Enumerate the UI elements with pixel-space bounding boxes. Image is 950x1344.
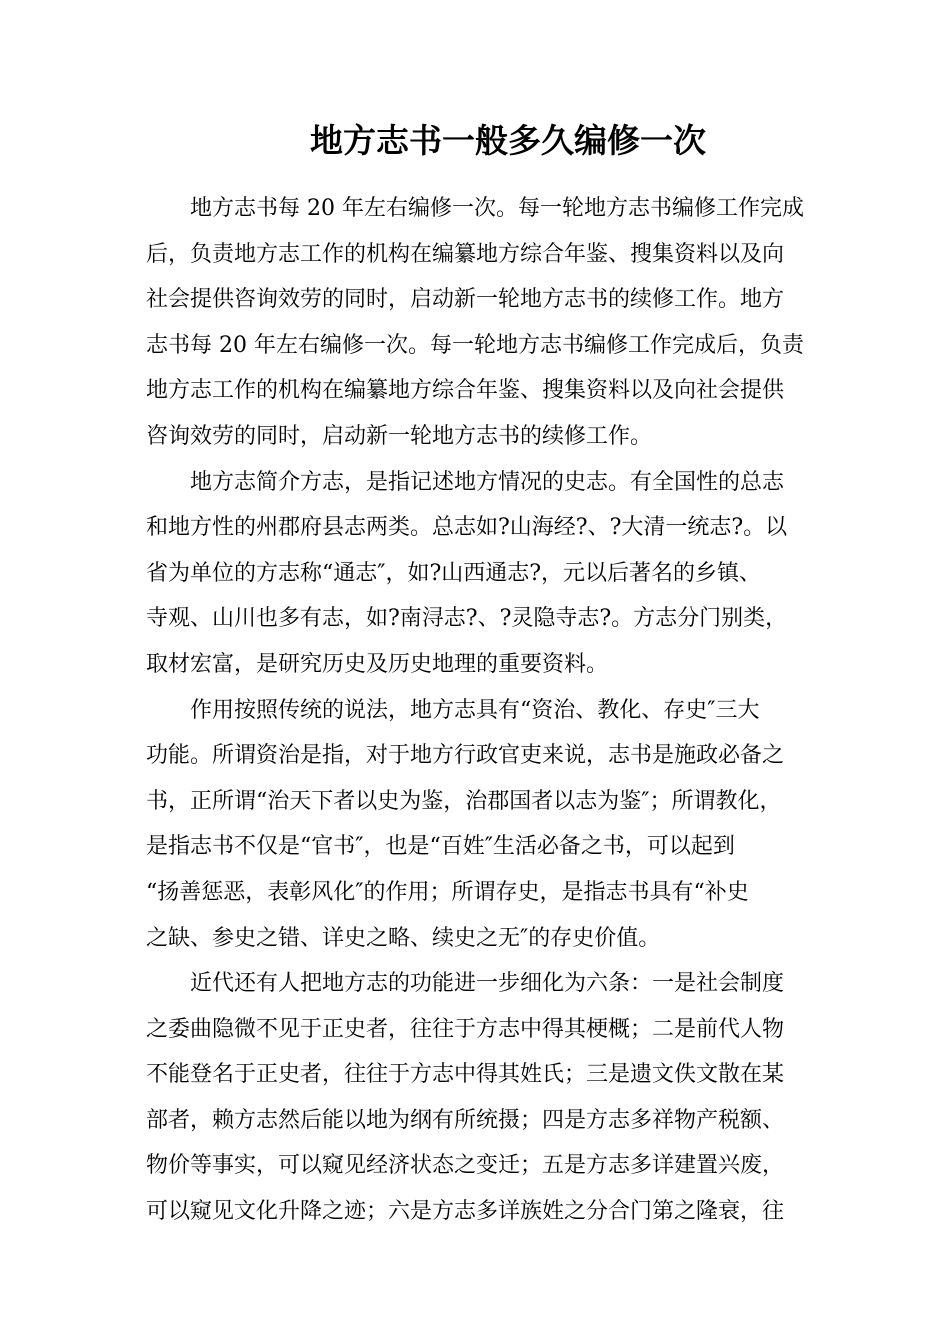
document-body: [146, 186, 812, 1235]
paragraph-2: [146, 460, 812, 688]
text-line: 功能。所谓资治是指，对于地方行政官吏来说，志书是施政必备之: [146, 743, 785, 769]
text-line: 物价等事实，可以窥见经济状态之变迁；五是方志多详建置兴废，: [146, 1153, 785, 1179]
text-line: 社会提供咨询效劳的同时，启动新一轮地方志书的续修工作。地方: [146, 287, 785, 313]
text-line: 不能登名于正史者，往往于方志中得其姓氏；三是遗文佚文散在某: [146, 1062, 785, 1088]
text-line: 咨询效劳的同时，启动新一轮地方志书的续修工作。: [146, 423, 653, 449]
text-line: “扬善惩恶，表彰风化″的作用；所谓存史，是指志书具有“补史: [146, 879, 749, 905]
text-line: 近代还有人把地方志的功能进一步细化为六条：一是社会制度: [190, 971, 785, 997]
paragraph-4: [146, 961, 812, 1235]
text-line: 地方志简介方志，是指记述地方情况的史志。有全国性的总志: [190, 469, 785, 495]
text-line: 省为单位的方志称“通志″，如?山西通志?，元以后著名的乡镇、: [146, 560, 762, 586]
text-line: 地方志书每 20 年左右编修一次。每一轮地方志书编修工作完成: [190, 196, 804, 221]
document-title: 地方志书一般多久编修一次: [310, 121, 706, 160]
text-line: 之委曲隐微不见于正史者，往往于方志中得其梗概；二是前代人物: [146, 1016, 785, 1042]
text-line: 可以窥见文化升降之迹；六是方志多详族姓之分合门第之隆衰，往: [146, 1199, 785, 1225]
text-line: 和地方性的州郡府县志两类。总志如?山海经?、?大清一统志?。以: [146, 515, 788, 541]
text-line: 寺观、山川也多有志，如?南浔志?、?灵隐寺志?。方志分门别类，: [146, 606, 788, 632]
text-line: 作用按照传统的说法，地方志具有“资治、教化、存史″三大: [190, 697, 760, 723]
text-line: 之缺、参史之错、详史之略、续史之无″的存史价值。: [146, 925, 661, 951]
paragraph-3: [146, 688, 812, 962]
text-line: 地方志工作的机构在编纂地方综合年鉴、搜集资料以及向社会提供: [146, 378, 785, 404]
text-line: 书，正所谓“治天下者以史为鉴，治郡国者以志为鉴″；所谓教化，: [146, 788, 782, 814]
text-line: 志书每 20 年左右编修一次。每一轮地方志书编修工作完成后，负责: [146, 332, 804, 358]
text-line: 取材宏富，是研究历史及历史地理的重要资料。: [146, 651, 609, 677]
paragraph-1: [146, 186, 812, 460]
text-line: 部者，赖方志然后能以地为纲有所统摄；四是方志多祥物产税额、: [146, 1107, 785, 1133]
text-line: 后，负责地方志工作的机构在编纂地方综合年鉴、搜集资料以及向: [146, 241, 785, 267]
text-line: 是指志书不仅是“官书″，也是“百姓″生活必备之书，可以起到: [146, 834, 735, 860]
